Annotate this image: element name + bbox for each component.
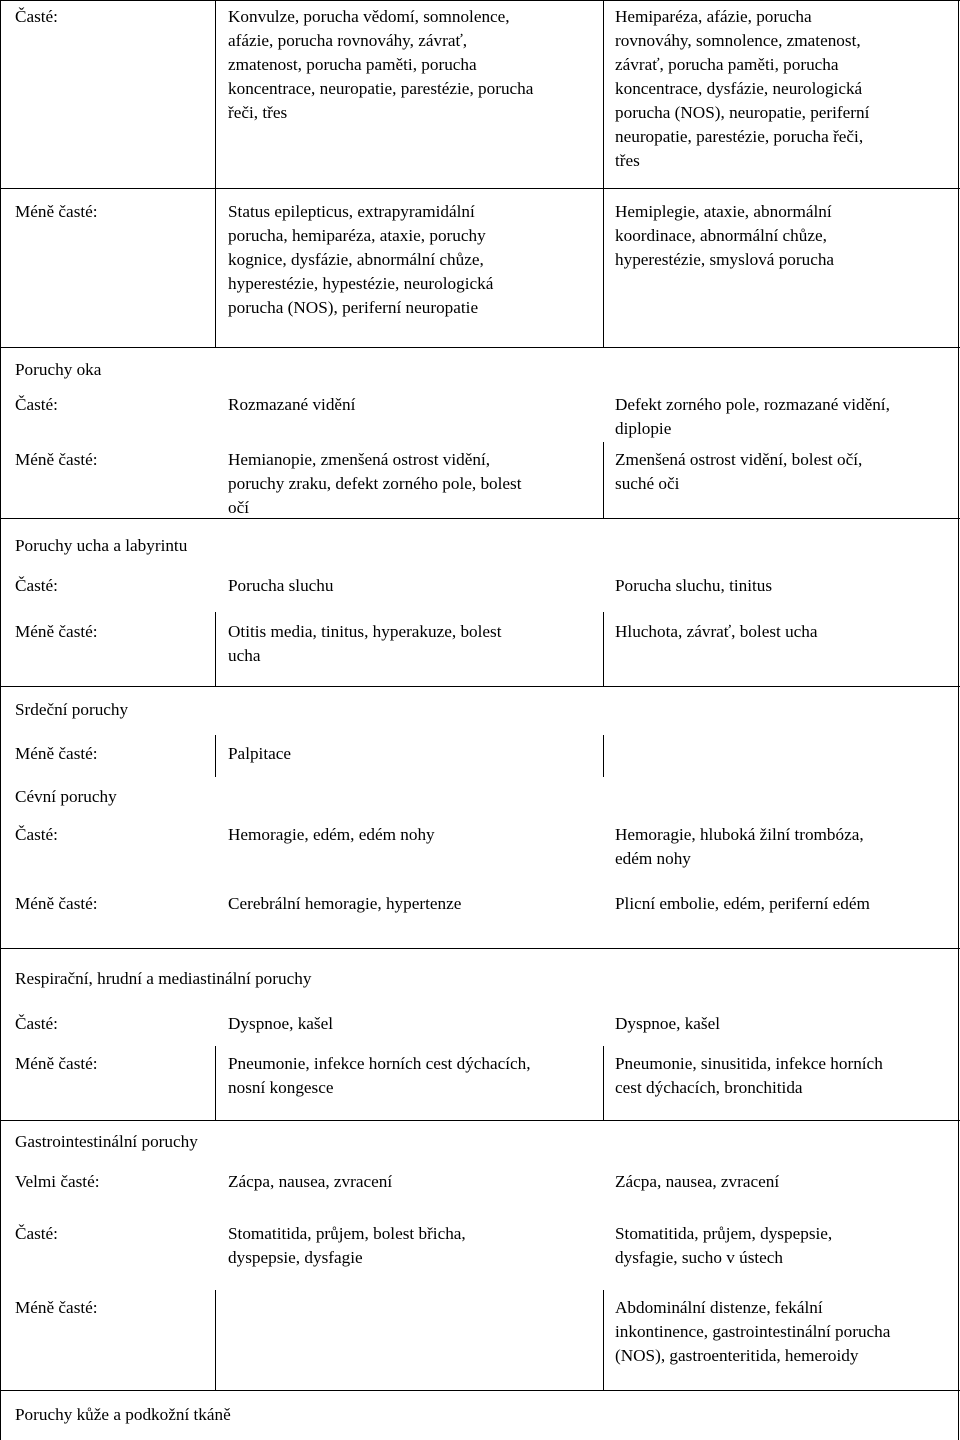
frequency-label: Časté: [15, 7, 58, 26]
table-rule-horizontal [0, 347, 960, 348]
section-heading: Poruchy oka [15, 360, 102, 379]
cell-column-2: Porucha sluchu, tinitus [615, 576, 773, 595]
table-rule-vertical [603, 612, 604, 686]
section-heading: Cévní poruchy [15, 787, 117, 806]
frequency-label: Méně časté: [15, 622, 98, 641]
table-rule-vertical [215, 1290, 216, 1390]
frequency-label: Časté: [15, 1224, 58, 1243]
cell-column-1: Pneumonie, infekce horních cest dýchacích, nosní kongesce [228, 1054, 531, 1097]
table-rule-vertical [603, 442, 604, 518]
frequency-label: Velmi časté: [15, 1172, 100, 1191]
frequency-label: Méně časté: [15, 744, 98, 763]
cell-column-2: Plicní embolie, edém, periferní edém [615, 894, 870, 913]
cell-column-2: Zácpa, nausea, zvracení [615, 1172, 780, 1191]
frequency-label: Méně časté: [15, 894, 98, 913]
cell-column-1: Palpitace [228, 744, 291, 763]
table-rule-vertical [215, 0, 216, 347]
table-rule-vertical [603, 1290, 604, 1390]
cell-column-1: Zácpa, nausea, zvracení [228, 1172, 393, 1191]
cell-column-1: Konvulze, porucha vědomí, somnolence, afázie, porucha rovnováhy, závrať, zmatenost, porucha paměti, porucha koncentrace, neuropatie, parestézie, porucha řeči, třes [228, 7, 534, 122]
cell-column-2: Abdominální distenze, fekální inkontinence, gastrointestinální porucha (NOS), gastroenteritida, hemeroidy [615, 1298, 891, 1365]
table-rule-vertical [603, 0, 604, 347]
cell-column-2: Hemiplegie, ataxie, abnormální koordinace, abnormální chůze, hyperestézie, smyslová porucha [615, 202, 835, 269]
table-rule-vertical [603, 735, 604, 777]
cell-column-1: Status epilepticus, extrapyramidální porucha, hemiparéza, ataxie, poruchy kognice, dysfázie, abnormální chůze, hyperestézie, hypestézie, neurologická porucha (NOS), periferní neuropatie [228, 202, 494, 317]
frequency-label: Méně časté: [15, 202, 98, 221]
cell-column-1: Hemoragie, edém, edém nohy [228, 825, 435, 844]
section-heading: Respirační, hrudní a mediastinální poruchy [15, 969, 312, 988]
frequency-label: Méně časté: [15, 1054, 98, 1073]
table-rule-vertical [0, 0, 1, 1440]
section-heading: Srdeční poruchy [15, 700, 129, 719]
cell-column-1: Hemianopie, zmenšená ostrost vidění, poruchy zraku, defekt zorného pole, bolest očí [228, 450, 522, 517]
cell-column-1: Stomatitida, průjem, bolest břicha, dyspepsie, dysfagie [228, 1224, 466, 1267]
cell-column-1: Dyspnoe, kašel [228, 1014, 334, 1033]
section-heading: Gastrointestinální poruchy [15, 1132, 198, 1151]
table-rule-vertical [215, 1046, 216, 1120]
cell-column-2: Pneumonie, sinusitida, infekce horních cest dýchacích, bronchitida [615, 1054, 883, 1097]
table-rule-horizontal [0, 0, 960, 1]
cell-column-2: Dyspnoe, kašel [615, 1014, 721, 1033]
cell-column-2: Zmenšená ostrost vidění, bolest očí, suché oči [615, 450, 863, 493]
cell-column-1: Cerebrální hemoragie, hypertenze [228, 894, 462, 913]
table-rule-vertical [215, 735, 216, 777]
frequency-label: Méně časté: [15, 1298, 98, 1317]
frequency-label: Časté: [15, 395, 58, 414]
table-rule-horizontal [0, 1390, 960, 1391]
table-rule-vertical [958, 0, 959, 1440]
cell-column-1: Porucha sluchu [228, 576, 334, 595]
frequency-label: Časté: [15, 576, 58, 595]
table-rule-horizontal [0, 188, 960, 189]
table-rule-horizontal [0, 948, 960, 949]
cell-column-2: Hemiparéza, afázie, porucha rovnováhy, somnolence, zmatenost, závrať, porucha paměti, porucha koncentrace, dysfázie, neurologická porucha (NOS), neuropatie, periferní neuropatie, parestézie, porucha řeči, třes [615, 7, 870, 170]
frequency-label: Méně časté: [15, 450, 98, 469]
table-rule-vertical [215, 612, 216, 686]
table-rule-horizontal [0, 686, 960, 687]
table-rule-vertical [603, 1046, 604, 1120]
frequency-label: Časté: [15, 825, 58, 844]
section-heading: Poruchy kůže a podkožní tkáně [15, 1405, 231, 1424]
cell-column-2: Stomatitida, průjem, dyspepsie, dysfagie, sucho v ústech [615, 1224, 833, 1267]
cell-column-2: Hemoragie, hluboká žilní trombóza, edém nohy [615, 825, 864, 868]
cell-column-2: Defekt zorného pole, rozmazané vidění, diplopie [615, 395, 890, 438]
cell-column-1: Otitis media, tinitus, hyperakuze, bolest ucha [228, 622, 502, 665]
frequency-label: Časté: [15, 1014, 58, 1033]
cell-column-2: Hluchota, závrať, bolest ucha [615, 622, 818, 641]
section-heading: Poruchy ucha a labyrintu [15, 536, 188, 555]
table-rule-horizontal [0, 1120, 960, 1121]
cell-column-1: Rozmazané vidění [228, 395, 356, 414]
